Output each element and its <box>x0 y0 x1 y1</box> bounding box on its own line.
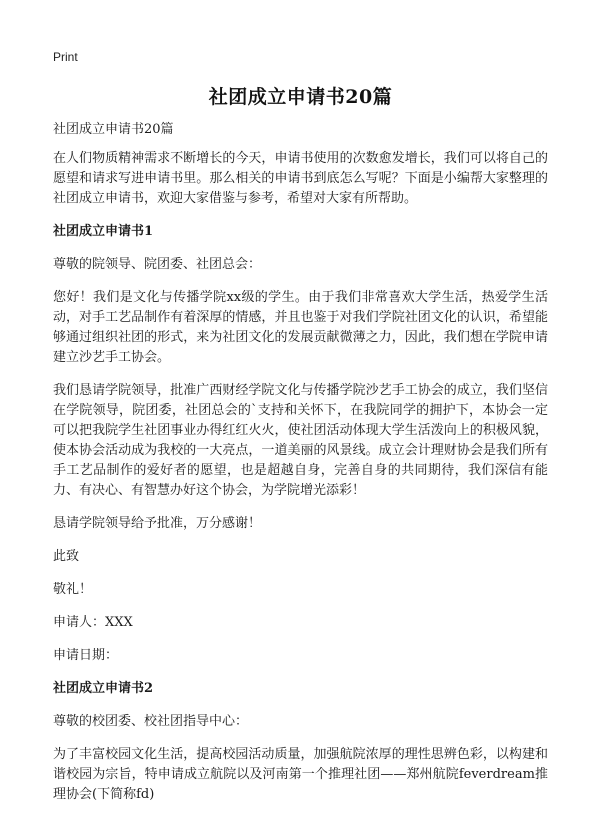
closing-line: 此致 <box>53 549 80 564</box>
salutation-1: 尊敬的院领导、院团委、社团总会： <box>53 257 262 272</box>
section-heading-1: 社团成立申请书1 <box>53 224 154 239</box>
print-link[interactable]: Print <box>53 50 78 64</box>
section-heading-2: 社团成立申请书2 <box>53 681 154 696</box>
applicant-line: 申请人：XXX <box>53 615 133 630</box>
salutation-2: 尊敬的校团委、校社团指导中心： <box>53 714 249 729</box>
body-paragraph: 您好！我们是文化与传播学院xx级的学生。由于我们非常喜欢大学生活，热爱学生活动，对手工艺品制作有着深厚的情感，并且也鉴于对我们学院社团文化的认识，希望能够通过组织社团的形式，来为社团文化的发展贡献微薄之力，因此，我们想在学院申请建立沙艺手工协会。 <box>53 290 548 365</box>
body-paragraph: 为了丰富校园文化生活，提高校园活动质量，加强航院浓厚的理性思辨色彩，以构建和谐校园为宗旨，特申请成立航院以及河南第一个推理社团——郑州航院feverdream推理协会(下简称fd) <box>53 747 548 802</box>
closing-salute: 敬礼！ <box>53 582 93 597</box>
date-line: 申请日期： <box>53 648 119 663</box>
intro-paragraph: 在人们物质精神需求不断增长的今天，申请书使用的次数愈发增长，我们可以将自己的愿望和请求写进申请书里。那么相关的申请书到底怎么写呢？下面是小编帮大家整理的社团成立申请书，欢迎大家借鉴与参考，希望对大家有所帮助。 <box>53 151 548 206</box>
page-title: 社团成立申请书20篇 <box>208 86 393 108</box>
body-paragraph: 恳请学院领导给予批准，万分感谢！ <box>53 516 262 531</box>
body-paragraph: 我们恳请学院领导，批准广西财经学院文化与传播学院沙艺手工协会的成立，我们坚信在学院领导，院团委，社团总会的`支持和关怀下，在我院同学的拥护下，本协会一定可以把我院学生社团事业办得红红火火，使社团活动体现大学生活泼向上的积极风貌，使本协会活动成为我校的一大亮点，一道美丽的风景线。成立会计理财协会是我们所有手工艺品制作的爱好者的愿望，也是超越自身，完善自身的共同期待，我们深信有能力、有决心、有智慧办好这个协会，为学院增光添彩！ <box>53 383 548 498</box>
document-subtitle: 社团成立申请书20篇 <box>53 122 174 137</box>
